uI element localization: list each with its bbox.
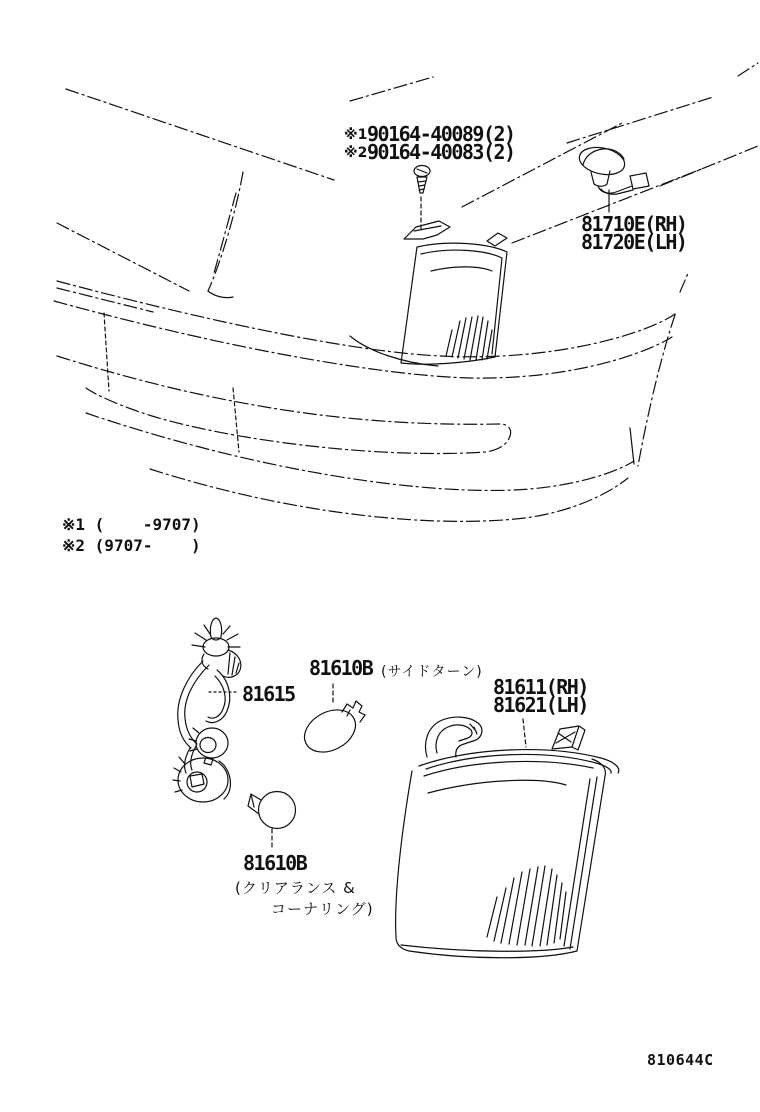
corner-lamp-drawing xyxy=(396,717,619,958)
applicability-note-2: ※2 (9707- ) xyxy=(62,536,201,555)
clearance-bulb-drawing xyxy=(248,792,296,829)
car-solid-details xyxy=(208,291,634,464)
corner-lamp-label-rh: 81611(RH) xyxy=(493,675,588,699)
fastener-part-2: 90164-40083(2) xyxy=(367,140,515,164)
clearance-bulb-caption-line1: (クリアランス & xyxy=(235,879,356,897)
fastener-ref-1: ※1 xyxy=(344,127,368,143)
applicability-note-1: ※1 ( -9707) xyxy=(62,515,201,534)
fastener-ref-2: ※2 xyxy=(344,145,368,161)
side-turn-bulb-label: 81610B xyxy=(309,656,373,680)
leader-lines xyxy=(209,684,526,850)
side-marker-label-lh: 81720E(LH) xyxy=(581,230,687,254)
harness-drawing xyxy=(173,618,241,802)
side-marker-label-rh: 81710E(RH) xyxy=(581,212,687,236)
side-turn-bulb-drawing xyxy=(297,701,365,760)
clearance-bulb-label: 81610B xyxy=(243,851,307,875)
harness-label: 81615 xyxy=(242,682,295,706)
installed-corner-lamp-drawing xyxy=(401,221,507,364)
diagram-code: 810644C xyxy=(647,1051,714,1069)
clearance-bulb-caption-line2: コーナリング) xyxy=(271,900,374,918)
screw-drawing xyxy=(414,166,430,232)
corner-lamp-label-lh: 81621(LH) xyxy=(493,693,588,717)
side-turn-bulb-caption: (サイドターン) xyxy=(381,664,483,680)
bumper-slot-dividers xyxy=(104,313,239,452)
side-marker-lamp-drawing xyxy=(577,144,649,212)
fastener-part-1: 90164-40089(2) xyxy=(367,122,515,146)
